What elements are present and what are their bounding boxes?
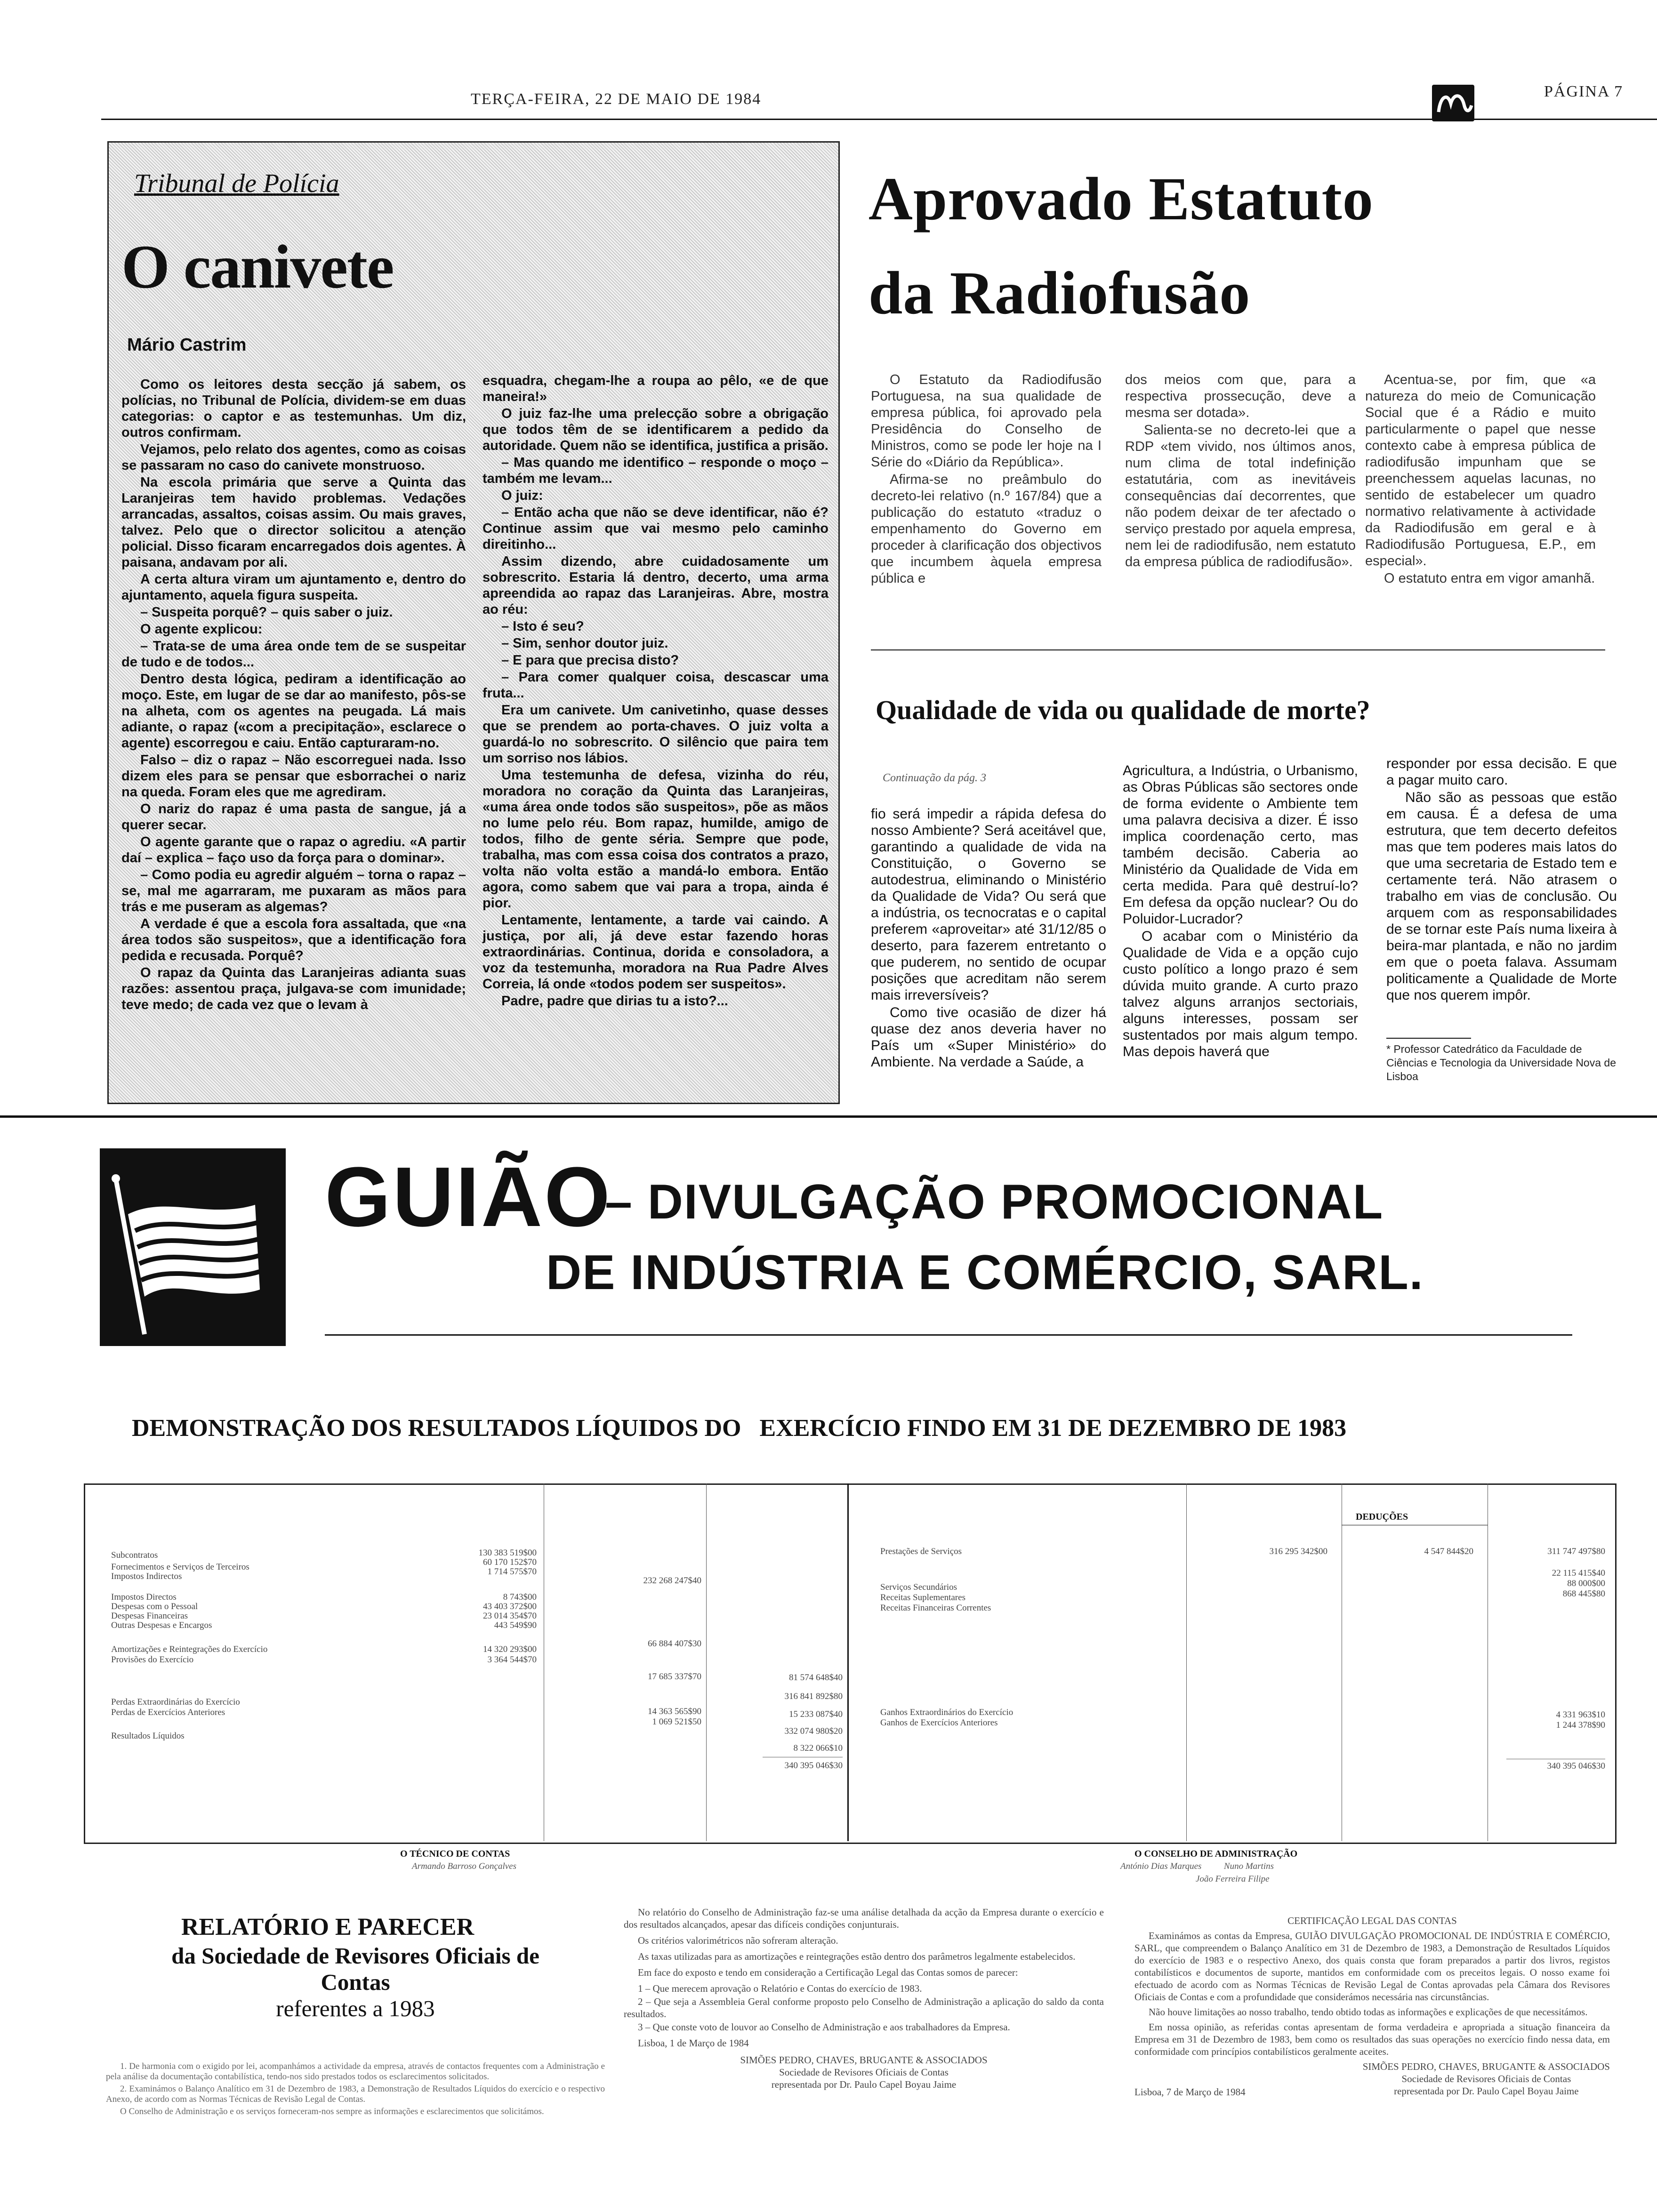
expense-values bbox=[461, 1548, 537, 1665]
paragraph: Não são as pessoas que estão em causa. É a defesa de uma estrutura, que tem decerto defeitos mas que tem poderes mais latos do que uma secretaria de Estado tem e certamente terá. Não atrasem o trabalho em vias de conclusão. Ou arquem com as responsabilidades de se tornar este País numa lixeira à beira-mar plantada, e não no jardim em que o poeta falava. Assumam politicamente a Qualidade de Morte que nos querem impôr. bbox=[1386, 790, 1617, 1003]
radio-column-2 bbox=[1125, 372, 1356, 571]
table-cell: 1 244 378$90 bbox=[1556, 1720, 1605, 1730]
paragraph: – Trata-se de uma área onde tem de se suspeitar de tudo e de todos... bbox=[121, 639, 466, 670]
table-cell: 14 320 293$00 bbox=[483, 1644, 537, 1654]
paragraph: O estatuto entra em vigor amanhã. bbox=[1384, 571, 1595, 586]
table-cell: Fornecimentos e Serviços de Terceiros bbox=[111, 1562, 249, 1572]
table-cell: Despesas Financeiras bbox=[111, 1611, 188, 1621]
paragraph: – Mas quando me identifico – responde o moço – também me levam... bbox=[483, 455, 828, 486]
table-divider bbox=[706, 1483, 707, 1841]
report-date: Lisboa, 1 de Março de 1984 bbox=[638, 2037, 749, 2049]
paragraph: – Como podia eu agredir alguém – torna o rapaz – se, mal me agarraram, me puxaram as mãos para trás e me puseram as algemas? bbox=[121, 867, 466, 914]
paragraph: O juiz: bbox=[501, 488, 543, 503]
paragraph: A verdade é que a escola fora assaltada, que «na área todos são suspeitos», que a identificação fora pedida e recusada. Porquê? bbox=[121, 916, 466, 963]
table-cell: 868 445$80 bbox=[1562, 1589, 1605, 1599]
paragraph: 3 – Que conste voto de louvor ao Conselho de Administração e aos trabalhadores da Empresa. bbox=[638, 2021, 1010, 2033]
flag-icon bbox=[100, 1148, 286, 1346]
table-cell: Ganhos de Exercícios Anteriores bbox=[880, 1718, 998, 1728]
paragraph: Agricultura, a Indústria, o Urbanismo, as Obras Públicas são sectores onde de forma evidente o Ambiente tem uma palavra decisiva a dizer. É isso implica coordenação certo, mas também decisão. Caberia ao Ministério da Qualidade de Vida em certa medida. Para quê destruí-lo? Em defesa da opção nuclear? Ou do Poluidor-Lucrador? bbox=[1123, 763, 1358, 927]
paragraph: O acabar com o Ministério da Qualidade de Vida e a opção cujo custo político a longo prazo é sem dúvida muito grande. A curto prazo talvez alguns arranjos sectoriais, alguns interesses, possam ser sustentados por mais algum tempo. Mas depois haverá que bbox=[1123, 929, 1358, 1059]
paragraph: – Sim, senhor doutor juiz. bbox=[501, 636, 668, 651]
signature-line: Sociedade de Revisores Oficiais de Contas bbox=[1401, 2073, 1571, 2084]
paragraph: A certa altura viram um ajuntamento e, dentro do ajuntamento, aquela figura suspeita. bbox=[121, 572, 466, 603]
report-middle-text bbox=[624, 1906, 1104, 2091]
table-cell bbox=[880, 1559, 1013, 1582]
paragraph: Não houve limitações ao nosso trabalho, tendo obtido todas as informações e explicações de que necessitámos. bbox=[1149, 2006, 1588, 2018]
table-cell: 4 331 963$10 bbox=[1556, 1710, 1605, 1720]
paragraph: Acentua-se, por fim, que «a natureza do meio de Comunicação Social que é a Rádio e muito particularmente o papel que nesse contexto cabe à empresa pública de radiodifusão impunham que se preenchessem aquelas lacunas, no sentido de estabelecer um quadro normativo relativamente à actividade da Radiodifusão em geral e à Radiodifusão Portuguesa, E.P., em especial». bbox=[1365, 372, 1596, 569]
article-title: Qualidade de vida ou qualidade de morte? bbox=[876, 695, 1370, 725]
table-cell: Outras Despesas e Encargos bbox=[111, 1620, 212, 1630]
table-cell bbox=[111, 1630, 267, 1644]
paragraph: As taxas utilizadas para as amortizações e reintegrações estão dentro dos parâmetros legalmente estabelecidos. bbox=[638, 1951, 1076, 1962]
table-cell: Provisões do Exercício bbox=[111, 1655, 194, 1665]
page-date: TERÇA-FEIRA, 22 DE MAIO DE 1984 bbox=[471, 90, 762, 108]
paragraph: 1. De harmonia com o exigido por lei, acompanhámos a actividade da empresa, através de contactos frequentes com a Administração e pela análise da documentação contabilística, tendo-nos sido prestados todos os esclarecimentos solicitados. bbox=[106, 2061, 605, 2082]
revenue-net bbox=[1506, 1545, 1605, 1773]
paragraph: Afirma-se no preâmbulo do decreto-lei relativo (n.º 167/84) que a publicação do estatuto «traduz o empenhamento do Governo em proceder à clarificação dos objectivos que incumbem àquela empresa pública e bbox=[871, 472, 1102, 586]
article-title: O canivete bbox=[121, 232, 394, 301]
table-cell bbox=[880, 1613, 1013, 1707]
signature-line: SIMÕES PEDRO, CHAVES, BRUGANTE & ASSOCIADOS bbox=[1362, 2061, 1610, 2072]
table-cell bbox=[461, 1630, 537, 1644]
paragraph: 2. Examinámos o Balanço Analítico em 31 de Dezembro de 1983, a Demonstração de Resultados Líquidos do exercício e o respectivo Anexo, de acordo com as Normas Técnicas de Revisão Legal de Contas. bbox=[106, 2084, 605, 2104]
divider bbox=[871, 649, 1605, 650]
paragraph: Em nossa opinião, as referidas contas apresentam de forma verdadeira e apropriada a situação financeira da Empresa em 31 de Dezembro de 1983, bem como os resultados das suas operações no exercício findo nessa data, em conformidade com princípios contabilísticos geralmente aceites. bbox=[1134, 2021, 1610, 2057]
paragraph: Vejamos, pelo relato dos agentes, como as coisas se passaram no caso do canivete monstruoso. bbox=[121, 442, 466, 473]
report-left-text bbox=[106, 2061, 605, 2119]
table-cell: Receitas Suplementares bbox=[880, 1593, 965, 1603]
radio-column-3 bbox=[1365, 372, 1596, 588]
expense-subtotals bbox=[621, 1575, 701, 1727]
table-cell: 4 547 844$20 bbox=[1424, 1547, 1473, 1556]
paragraph: Os critérios valorimétricos não sofreram alteração. bbox=[638, 1935, 838, 1946]
paragraph: dos meios com que, para a respectiva prossecução, deve a mesma ser dotada». bbox=[1125, 372, 1356, 420]
paragraph: Examinámos as contas da Empresa, GUIÃO DIVULGAÇÃO PROMOCIONAL DE INDÚSTRIA E COMÉRCIO, SARL, que compreendem o Balanço Analítico em 31 de Dezembro de 1983, a Demonstração de Resultados Líquidos do exercício de 1983 e o respectivo Anexo, dos quais consta que foram preparados a partir dos livros, registos contabilísticos e documentos de suporte, mantidos em conformidade com os preceitos legais. O nosso exame foi efectuado de acordo com as Normas Técnicas de Revisão Legal de Contas aprovadas pela Câmara dos Revisores Oficiais de Contas e com a profundidade que considerámos necessária nas circunstâncias. bbox=[1134, 1930, 1610, 2003]
signature-title: O TÉCNICO DE CONTAS bbox=[400, 1849, 510, 1859]
table-cell: Impostos Indirectos bbox=[111, 1571, 182, 1581]
table-cell: Amortizações e Reintegrações do Exercício bbox=[111, 1644, 268, 1654]
author-footnote: * Professor Catedrático da Faculdade de Ciências e Tecnologia da Universidade Nova de Lisboa bbox=[1386, 1043, 1616, 1082]
page-number: PÁGINA 7 bbox=[1544, 83, 1624, 100]
paragraph: Como os leitores desta secção já sabem, os polícias, no Tribunal de Polícia, dividem-se em duas categorias: o captor e as testemunhas. Um diz, outros confirmam. bbox=[121, 377, 466, 440]
paragraph: Falso – diz o rapaz – Não escorreguei nada. Isso dizem eles para se pensar que esborrachei o nariz na queda. Foram eles que me agrediram. bbox=[121, 753, 466, 800]
report-subtitle-line: da Sociedade de Revisores Oficiais de bbox=[171, 1943, 539, 1969]
table-cell bbox=[1506, 1731, 1605, 1759]
signature-name: António Dias Marques Nuno Martins bbox=[1120, 1861, 1274, 1871]
signature-line: SIMÕES PEDRO, CHAVES, BRUGANTE & ASSOCIADOS bbox=[740, 2054, 988, 2066]
report-subtitle-line: Contas bbox=[321, 1969, 390, 1995]
report-subtitle bbox=[106, 1943, 605, 2022]
paragraph: fio será impedir a rápida defesa do nosso Ambiente? Será aceitável que, garantindo a qualidade de vida na Constituição, o Governo se autodestrua, eliminando o Ministério da Qualidade de Vida? Ou será que a indústria, os tecnocratas e o capital preferem «aproveitar» até 31/12/85 o deserto, para fazerem entretanto o que puderem, no sentido de ocupar posições que acreditam não serem mais irreversíveis? bbox=[871, 806, 1106, 1003]
paragraph: O agente explicou: bbox=[140, 622, 263, 637]
table-cell bbox=[111, 1581, 267, 1593]
table-cell: 8 743$00 bbox=[503, 1592, 537, 1602]
paragraph: O agente garante que o rapaz o agrediu. «A partir daí – explica – faço uso da força para o dominar». bbox=[121, 834, 466, 866]
paragraph: Salienta-se no decreto-lei que a RDP «tem vivido, nos últimos anos, num clima de total indefinição estatutária, com as inevitáveis consequências daí decorrentes, que não podem deixar de ter afectado o serviço prestado por aquela empresa, nem lei de radiodifusão, nem estatuto da empresa pública de radiodifusão». bbox=[1125, 423, 1356, 569]
table-cell bbox=[111, 1718, 267, 1729]
table-cell: 316 295 342$00 bbox=[1269, 1547, 1327, 1556]
table-cell: Perdas de Exercícios Anteriores bbox=[111, 1707, 225, 1717]
footnote-rule bbox=[1386, 1038, 1471, 1039]
continuation-note: Continuação da pág. 3 bbox=[883, 772, 986, 784]
paragraph: – Suspeita porquê? – quis saber o juiz. bbox=[140, 605, 393, 620]
table-cell: Receitas Financeiras Correntes bbox=[880, 1603, 991, 1613]
table-cell: 17 685 337$70 bbox=[648, 1672, 701, 1682]
paragraph: Na escola primária que serve a Quinta das Laranjeiras tem havido problemas. Vedações arrancadas, assaltos, coisas assim. Ou mais graves, talvez. Pelo que o director solicitou a atenção policial. Disso ficaram encarregados dois agentes. À paisana, andavam por ali. bbox=[121, 475, 466, 570]
article-title: Aprovado Estatuto bbox=[869, 165, 1374, 233]
table-cell: 81 574 648$40 bbox=[789, 1673, 843, 1683]
paragraph: esquadra, chegam-lhe a roupa ao pêlo, «e de que maneira!» bbox=[483, 373, 828, 404]
paragraph: Assim dizendo, abre cuidadosamente um sobrescrito. Estaria lá dentro, decerto, uma arma apreendida ao rapaz das Laranjeiras. Abre, mostra ao réu: bbox=[483, 554, 828, 617]
deductions-header: DEDUÇÕES bbox=[1356, 1512, 1408, 1522]
table-cell bbox=[111, 1665, 267, 1681]
expense-items bbox=[111, 1548, 267, 1743]
flag-logo bbox=[100, 1148, 286, 1346]
table-cell bbox=[111, 1681, 267, 1697]
paragraph: – Para comer qualquer coisa, descascar uma fruta... bbox=[483, 670, 828, 701]
ad-brand: GUIÃO bbox=[325, 1150, 612, 1244]
paragraph: No relatório do Conselho de Administração faz-se uma análise detalhada da acção da Empresa durante o exercício e dos resultados alcançados, apesar das difíceis condições conjunturais. bbox=[624, 1907, 1104, 1930]
section-title: Tribunal de Polícia bbox=[134, 169, 339, 198]
table-cell bbox=[461, 1577, 537, 1593]
table-cell: 1 714 575$70 bbox=[487, 1567, 537, 1577]
signature-line: representada por Dr. Paulo Capel Boyau Jaime bbox=[1394, 2085, 1579, 2097]
table-divider bbox=[847, 1483, 849, 1841]
table-cell: Prestações de Serviços bbox=[880, 1547, 962, 1556]
report-title: RELATÓRIO E PARECER bbox=[181, 1914, 475, 1940]
ad-headline-2: DE INDÚSTRIA E COMÉRCIO, SARL. bbox=[546, 1245, 1424, 1300]
table-cell: 60 170 152$70 bbox=[483, 1557, 537, 1567]
certification-signoff bbox=[1134, 2060, 1610, 2098]
paragraph: responder por essa decisão. E que a pagar muito caro. bbox=[1386, 756, 1617, 788]
newspaper-logo-icon bbox=[1432, 85, 1474, 121]
financial-statement-title: DEMONSTRAÇÃO DOS RESULTADOS LÍQUIDOS DO EXERCÍCIO FINDO EM 31 DE DEZEMBRO DE 1983 bbox=[132, 1415, 1347, 1442]
paragraph: O Estatuto da Radiodifusão Portuguesa, na sua qualidade de empresa pública, foi aprovado pela Presidência do Conselho de Ministros, como se pode ler hoje na I Série do «Diário da República». bbox=[871, 372, 1102, 470]
article-author: Mário Castrim bbox=[127, 335, 247, 355]
tribunal-column-1 bbox=[121, 377, 466, 1014]
table-cell: Impostos Directos bbox=[111, 1592, 177, 1602]
certification-date: Lisboa, 7 de Março de 1984 bbox=[1134, 2086, 1246, 2098]
table-cell: 14 363 565$90 bbox=[648, 1707, 701, 1716]
table-cell: 232 268 247$40 bbox=[643, 1576, 701, 1586]
table-cell: 8 322 066$10 bbox=[793, 1743, 843, 1753]
table-cell: 43 403 372$00 bbox=[483, 1602, 537, 1611]
paragraph: Em face do exposto e tendo em consideração a Certificação Legal das Contas somos de parecer: bbox=[638, 1967, 1018, 1978]
report-signature bbox=[624, 2054, 1104, 2091]
certification-signature bbox=[1363, 2060, 1610, 2098]
qualidade-column-1 bbox=[871, 806, 1106, 1071]
revenue-gross bbox=[1210, 1545, 1327, 1559]
ad-headline-1: – DIVULGAÇÃO PROMOCIONAL bbox=[605, 1175, 1384, 1229]
signature-title: O CONSELHO DE ADMINISTRAÇÃO bbox=[1134, 1849, 1298, 1859]
table-divider bbox=[1186, 1483, 1187, 1841]
table-cell bbox=[1506, 1559, 1605, 1568]
table-cell: 22 115 415$40 bbox=[1552, 1568, 1605, 1578]
paragraph: O rapaz da Quinta das Laranjeiras adianta suas razões: assentou praça, julgava-se com imunidade; teve medo; de cada vez que o levam à bbox=[121, 965, 466, 1012]
paragraph: Dentro desta lógica, pediram a identificação ao moço. Este, em lugar de se dar ao manifesto, pôs-se na alheta, com os agentes na peugada. Lá mais adiante, o rapaz («com a precipitação», esclarece o agente) escorregou e caiu. Então capturaram-no. bbox=[121, 672, 466, 751]
table-cell: 332 074 980$20 bbox=[784, 1726, 843, 1736]
paragraph: – Isto é seu? bbox=[501, 619, 584, 634]
paragraph: – Então acha que não se deve identificar, não é? Continue assim que vai mesmo pelo caminho direitinho... bbox=[483, 505, 828, 552]
signature-name: João Ferreira Filipe bbox=[1196, 1874, 1270, 1884]
table-cell: 15 233 087$40 bbox=[789, 1709, 843, 1719]
article-title-line2: da Radiofusão bbox=[869, 259, 1251, 327]
table-cell: Perdas Extraordinárias do Exercício bbox=[111, 1697, 240, 1707]
table-cell: 88 000$00 bbox=[1567, 1579, 1605, 1588]
paragraph: Como tive ocasião de dizer há quase dez anos deveria haver no País um «Super Ministério» do Ambiente. Na verdade a Saúde, a bbox=[871, 1005, 1106, 1070]
table-cell bbox=[1506, 1599, 1605, 1710]
paragraph: 2 – Que seja a Assembleia Geral conforme proposto pelo Conselho de Administração a aplicação do saldo da conta resultados. bbox=[624, 1996, 1104, 2020]
table-cell bbox=[621, 1683, 701, 1707]
paragraph: Uma testemunha de defesa, vizinha do réu, moradora no coração da Quinta das Laranjeiras, «uma área onde todos são suspeitos», põe as mãos no lume pelo réu. Bom rapaz, humilde, amigo de todos, filho de gente séria. Sempre que pode, trabalha, mas com essa coisa dos contratos a prazo, volta não volta estão a mandá-lo embora. Então agora, como sabem que vai para a tropa, ainda é pior. bbox=[483, 768, 828, 911]
radio-column-1 bbox=[871, 372, 1102, 588]
certification-block bbox=[1134, 1915, 1610, 2098]
ad-top-rule bbox=[0, 1115, 1657, 1118]
header-rule bbox=[101, 119, 1657, 120]
paragraph: – E para que precisa disto? bbox=[501, 653, 679, 668]
table-cell: 316 841 892$80 bbox=[784, 1691, 843, 1701]
paragraph: Lentamente, lentamente, a tarde vai caindo. A justiça, por ali, já deve estar fazendo horas extraordinárias. Continua, dorida e consoladora, a voz da testemunha, moradora na Rua Padre Alves Correia, lá onde «todos podem ser suspeitos». bbox=[483, 913, 828, 992]
paragraph: O Conselho de Administração e os serviços forneceram-nos sempre as informações e esclarecimentos que solicitámos. bbox=[120, 2107, 544, 2116]
table-cell: Serviços Secundários bbox=[880, 1582, 957, 1592]
signature-line: representada por Dr. Paulo Capel Boyau Jaime bbox=[771, 2079, 957, 2090]
table-cell: 3 364 544$70 bbox=[487, 1655, 537, 1665]
table-cell bbox=[621, 1587, 701, 1638]
table-cell: 311 747 497$80 bbox=[1547, 1547, 1605, 1556]
paragraph: O nariz do rapaz é uma pasta de sangue, já a querer secar. bbox=[121, 801, 466, 833]
table-cell: Ganhos Extraordinários do Exercício bbox=[880, 1707, 1014, 1717]
table-cell: 130 383 519$00 bbox=[478, 1548, 537, 1558]
revenue-deductions bbox=[1360, 1545, 1473, 1559]
qualidade-column-2 bbox=[1123, 762, 1358, 1061]
table-cell: Despesas com o Pessoal bbox=[111, 1602, 198, 1611]
table-total: 340 395 046$30 bbox=[1506, 1759, 1605, 1773]
table-cell: 66 884 407$30 bbox=[648, 1639, 701, 1649]
table-cell: Subcontratos bbox=[111, 1550, 158, 1560]
paragraph: 1 – Que merecem aprovação o Relatório e Contas do exercício de 1983. bbox=[638, 1983, 922, 1994]
signature-name: Armando Barroso Gonçalves bbox=[412, 1861, 516, 1871]
paragraph: O juiz faz-lhe uma prelecção sobre a obrigação que todos têm de se identificarem a pedido da autoridade. Quem não se identifica, justifica a prisão. bbox=[483, 406, 828, 453]
financial-table bbox=[84, 1483, 1617, 1844]
revenue-items bbox=[880, 1545, 1013, 1728]
report-subtitle-line: referentes a 1983 bbox=[276, 1996, 435, 2021]
paragraph: Padre, padre que dirias tu a isto?... bbox=[501, 994, 728, 1009]
table-cell: 443 549$90 bbox=[494, 1620, 537, 1630]
ad-underline bbox=[325, 1334, 1572, 1336]
table-cell: 1 069 521$50 bbox=[652, 1717, 701, 1727]
table-cell: 23 014 354$70 bbox=[483, 1611, 537, 1621]
expense-totals bbox=[763, 1668, 843, 1774]
table-cell: 340 395 046$30 bbox=[763, 1757, 843, 1774]
certification-title: CERTIFICAÇÃO LEGAL DAS CONTAS bbox=[1287, 1915, 1457, 1926]
paragraph: Era um canivete. Um canivetinho, quase desses que se prendem ao porta-chaves. O juiz volta a guardá-lo no sobrescrito. O silêncio que paira tem um sorriso nos lábios. bbox=[483, 703, 828, 766]
signature-line: Sociedade de Revisores Oficiais de Contas bbox=[779, 2067, 949, 2078]
qualidade-column-3 bbox=[1386, 755, 1617, 1004]
tribunal-column-2 bbox=[483, 373, 828, 1010]
table-cell: Resultados Líquidos bbox=[111, 1731, 185, 1741]
table-cell bbox=[621, 1650, 701, 1671]
